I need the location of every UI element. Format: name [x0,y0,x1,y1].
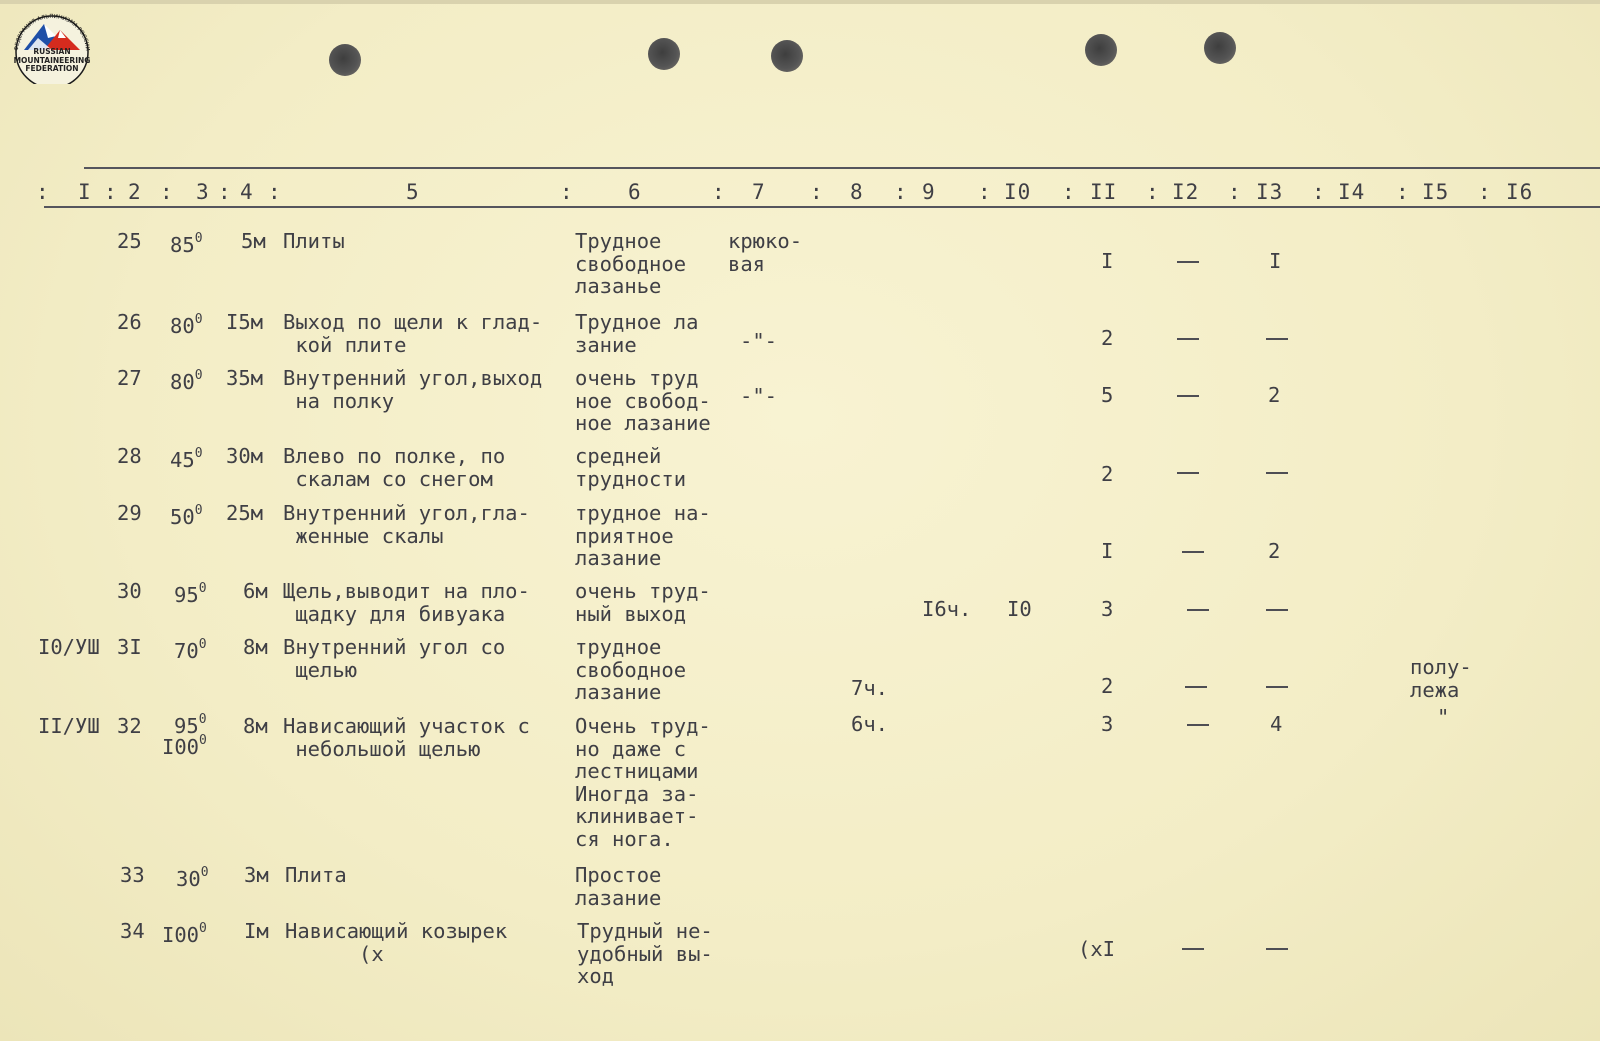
difficulty: Простое лазание [575,863,662,910]
header-col-13: I3 [1256,180,1284,204]
header-col-4: 4 [240,180,254,204]
dash-mark [1266,609,1288,611]
difficulty: очень труд- ный выход [575,579,711,626]
dash-mark [1182,551,1204,553]
difficulty: Трудный не- удобный вы- ход [577,919,713,988]
header-col-6: 6 [628,180,642,204]
row-number: 30 [117,579,142,603]
row-number: 34 [120,919,145,943]
dash-mark [1266,472,1288,474]
row-number: 28 [117,444,142,468]
col11-value: 2 [1101,326,1114,350]
header-separator: : [1146,180,1160,204]
row-date: I0/УШ [38,635,100,659]
col9-value: I6ч. [922,597,972,621]
slope-angle: $70^0$ [174,637,207,663]
svg-text:ФЕДЕРАЦИЯ АЛЬПИНИЗМА РОССИИ: ФЕДЕРАЦИЯ АЛЬПИНИЗМА РОССИИ [13,13,91,52]
header-col-1: I [78,180,92,204]
route-description: Внутренний угол,гла- женные скалы [283,501,530,548]
dash-mark [1266,948,1288,950]
dash-mark [1177,395,1199,397]
route-description: Выход по щели к глад- кой плите [283,310,543,357]
section-length: I5м [226,310,264,334]
header-separator: : [1312,180,1326,204]
header-separator: : [160,180,174,204]
header-separator: : [1478,180,1492,204]
col8-value: 7ч. [851,676,889,700]
row-number: 33 [120,863,145,887]
section-length: 25м [226,501,264,525]
header-bottom-rule [44,206,1600,208]
col13-value: I [1269,249,1282,273]
header-col-11: II [1090,180,1118,204]
section-length: 6м [243,579,268,603]
col11-value: I [1101,539,1114,563]
section-length: 30м [226,444,264,468]
row-number: 29 [117,501,142,525]
dash-mark [1185,686,1207,688]
col13-value: 2 [1268,383,1281,407]
row-number: 32 [117,714,142,738]
header-separator: : [1396,180,1410,204]
col11-value: 5 [1101,383,1114,407]
slope-angle: $I00^0$ [162,921,207,947]
slope-angle: $95^0$ [174,581,207,607]
federation-logo [0,0,104,86]
difficulty: Трудное свободное лазанье [575,229,687,298]
punch-hole [771,40,803,72]
header-col-7: 7 [752,180,766,204]
row-number: 26 [117,310,142,334]
col13-value: 2 [1268,539,1281,563]
slope-angle-secondary: $I00^0$ [162,733,207,759]
header-separator: : [1228,180,1242,204]
difficulty: средней трудности [575,444,687,491]
col7-value: крюко- вая [728,229,803,276]
col15-value: " [1437,705,1450,729]
dash-mark [1187,609,1209,611]
punch-hole [648,38,680,70]
slope-angle: $50^0$ [170,503,203,529]
slope-angle: $95^0$ [174,712,207,738]
col7-value: -"- [740,329,778,353]
dash-mark [1182,948,1204,950]
route-description: Плиты [283,229,345,253]
section-length: 35м [226,366,264,390]
section-length: Iм [244,919,269,943]
col11-value: 2 [1101,674,1114,698]
difficulty: трудное на- приятное лазание [575,501,711,570]
header-col-16: I6 [1506,180,1534,204]
page-edge [0,0,1600,4]
col13-value: 4 [1270,712,1283,736]
header-col-12: I2 [1172,180,1200,204]
punch-hole [329,44,361,76]
slope-angle: $30^0$ [176,865,209,891]
route-description: Плита [285,863,347,887]
route-description: Нависающий участок с небольшой щелью [283,714,530,761]
section-length: 5м [241,229,266,253]
table-top-rule [84,167,1600,169]
header-col-8: 8 [850,180,864,204]
dash-mark [1177,261,1199,263]
dash-mark [1266,338,1288,340]
row-number: 25 [117,229,142,253]
col11-value: (xI [1078,937,1116,961]
punch-hole [1204,32,1236,64]
header-col-5: 5 [406,180,420,204]
dash-mark [1177,338,1199,340]
col10-value: I0 [1007,597,1032,621]
header-separator: : [712,180,726,204]
col8-value: 6ч. [851,712,889,736]
route-description: Внутренний угол со щелью [283,635,506,682]
punch-hole [1085,34,1117,66]
slope-angle: $45^0$ [170,446,203,472]
col15-value: полу- лежа [1410,655,1472,702]
header-col-3: 3 [196,180,210,204]
header-col-2: 2 [128,180,142,204]
row-number: 3I [117,635,142,659]
header-separator: : [268,180,282,204]
header-separator: : [36,180,50,204]
slope-angle: $85^0$ [170,231,203,257]
difficulty: трудное свободное лазание [575,635,687,704]
dash-mark [1177,472,1199,474]
header-separator: : [104,180,118,204]
header-col-10: I0 [1004,180,1032,204]
difficulty: Очень труд- но даже с лестницами Иногда за- клинивает- ся нога. [575,714,711,851]
col11-value: 2 [1101,462,1114,486]
route-description: Нависающий козырек (x [285,919,508,966]
dash-mark [1187,724,1209,726]
dash-mark [1266,686,1288,688]
section-length: 3м [244,863,269,887]
route-description: Влево по полке, по скалам со снегом [283,444,506,491]
slope-angle: $80^0$ [170,368,203,394]
header-separator: : [894,180,908,204]
col11-value: I [1101,249,1114,273]
col11-value: 3 [1101,712,1114,736]
section-length: 8м [243,635,268,659]
header-separator: : [1062,180,1076,204]
col11-value: 3 [1101,597,1114,621]
header-separator: : [810,180,824,204]
header-separator: : [218,180,232,204]
header-col-9: 9 [922,180,936,204]
header-col-15: I5 [1422,180,1450,204]
col7-value: -"- [740,384,778,408]
section-length: 8м [243,714,268,738]
route-description: Внутренний угол,выход на полку [283,366,543,413]
row-date: II/УШ [38,714,100,738]
slope-angle: $80^0$ [170,312,203,338]
difficulty: очень труд ное свобод- ное лазание [575,366,711,435]
logo-text: RUSSIAN MOUNTAINEERING FEDERATION [13,47,91,73]
header-separator: : [560,180,574,204]
header-separator: : [978,180,992,204]
route-description: Щель,выводит на пло- щадку для бивуака [283,579,530,626]
header-col-14: I4 [1338,180,1366,204]
row-number: 27 [117,366,142,390]
difficulty: Трудное ла зание [575,310,699,357]
